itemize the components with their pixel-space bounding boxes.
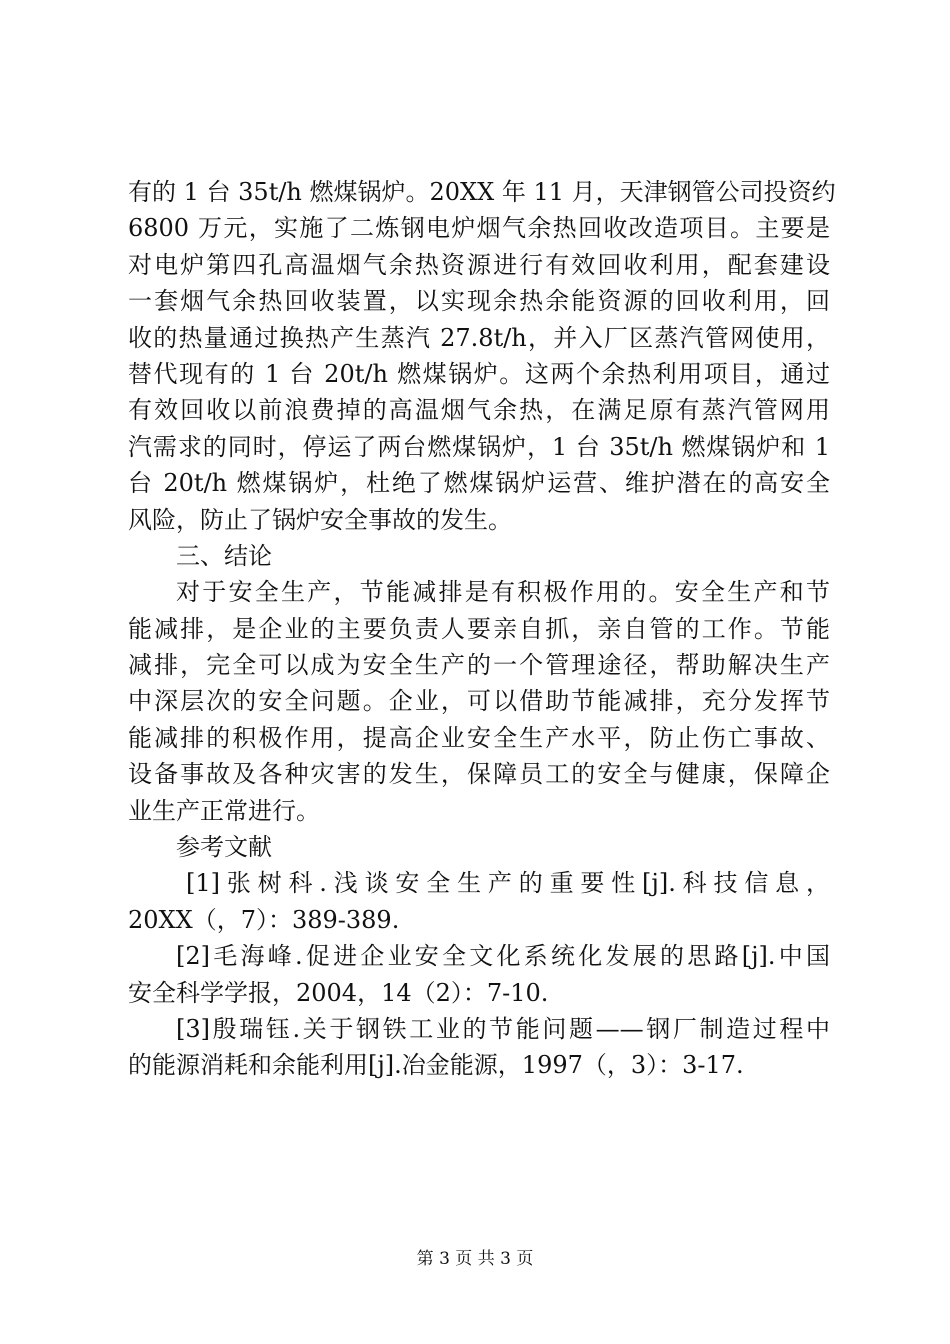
text-line: 能减排的积极作用，提高企业安全生产水平，防止伤亡事故、 — [128, 723, 830, 752]
text-line: 能减排，是企业的主要负责人要亲自抓，亲自管的工作。节能 — [128, 614, 830, 643]
reference-item — [128, 1011, 830, 1084]
reference-line: 的能源消耗和余能利用[j].冶金能源，1997（，3）：3-17. — [128, 1051, 744, 1080]
page-number-footer: 第 3 页 共 3 页 — [416, 1249, 534, 1269]
text-line: 收的热量通过换热产生蒸汽 27.8t/h，并入厂区蒸汽管网使用， — [128, 323, 830, 352]
text-line: 风险，防止了锅炉安全事故的发生。 — [128, 505, 512, 534]
text-line: 设备事故及各种灾害的发生，保障员工的安全与健康，保障企 — [128, 760, 830, 789]
paragraph-conclusion — [128, 574, 830, 829]
reference-line: 安全科学学报，2004，14（2）：7-10. — [128, 978, 549, 1007]
text-line: 有的 1 台 35t/h 燃煤锅炉。20XX 年 11 月，天津钢管公司投资约 — [128, 178, 836, 206]
text-line: 6800 万元，实施了二炼钢电炉烟气余热回收改造项目。主要是 — [128, 214, 830, 243]
reference-line: 20XX（，7）：389-389. — [128, 905, 400, 934]
text-line: 汽需求的同时，停运了两台燃煤锅炉，1 台 35t/h 燃煤锅炉和 1 — [128, 432, 830, 461]
reference-item — [128, 865, 830, 938]
section-heading-conclusion: 三、结论 — [176, 541, 272, 570]
document-body — [128, 174, 836, 1084]
reference-line: [1]张树科.浅谈安全生产的重要性[j].科技信息， — [186, 869, 830, 898]
text-line: 业生产正常进行。 — [128, 796, 320, 825]
reference-line: [3]殷瑞钰.关于钢铁工业的节能问题——钢厂制造过程中 — [176, 1014, 830, 1043]
text-line: 台 20t/h 燃煤锅炉，杜绝了燃煤锅炉运营、维护潜在的高安全 — [128, 469, 830, 498]
text-line: 对电炉第四孔高温烟气余热资源进行有效回收利用，配套建设 — [128, 250, 830, 279]
text-line: 替代现有的 1 台 20t/h 燃煤锅炉。这两个余热利用项目，通过 — [128, 359, 830, 388]
text-line: 中深层次的安全问题。企业，可以借助节能减排，充分发挥节 — [128, 687, 830, 716]
reference-item — [128, 938, 830, 1011]
text-line: 一套烟气余热回收装置，以实现余热余能资源的回收利用，回 — [128, 287, 830, 316]
text-line: 有效回收以前浪费掉的高温烟气余热，在满足原有蒸汽管网用 — [128, 396, 830, 425]
paragraph-boiler-retrofit — [128, 174, 836, 538]
reference-list — [128, 865, 830, 1083]
text-line: 对于安全生产，节能减排是有积极作用的。安全生产和节 — [176, 578, 830, 607]
reference-line: [2]毛海峰.促进企业安全文化系统化发展的思路[j].中国 — [176, 942, 830, 971]
text-line: 减排，完全可以成为安全生产的一个管理途径，帮助解决生产 — [128, 651, 830, 680]
references-heading: 参考文献 — [176, 833, 272, 862]
